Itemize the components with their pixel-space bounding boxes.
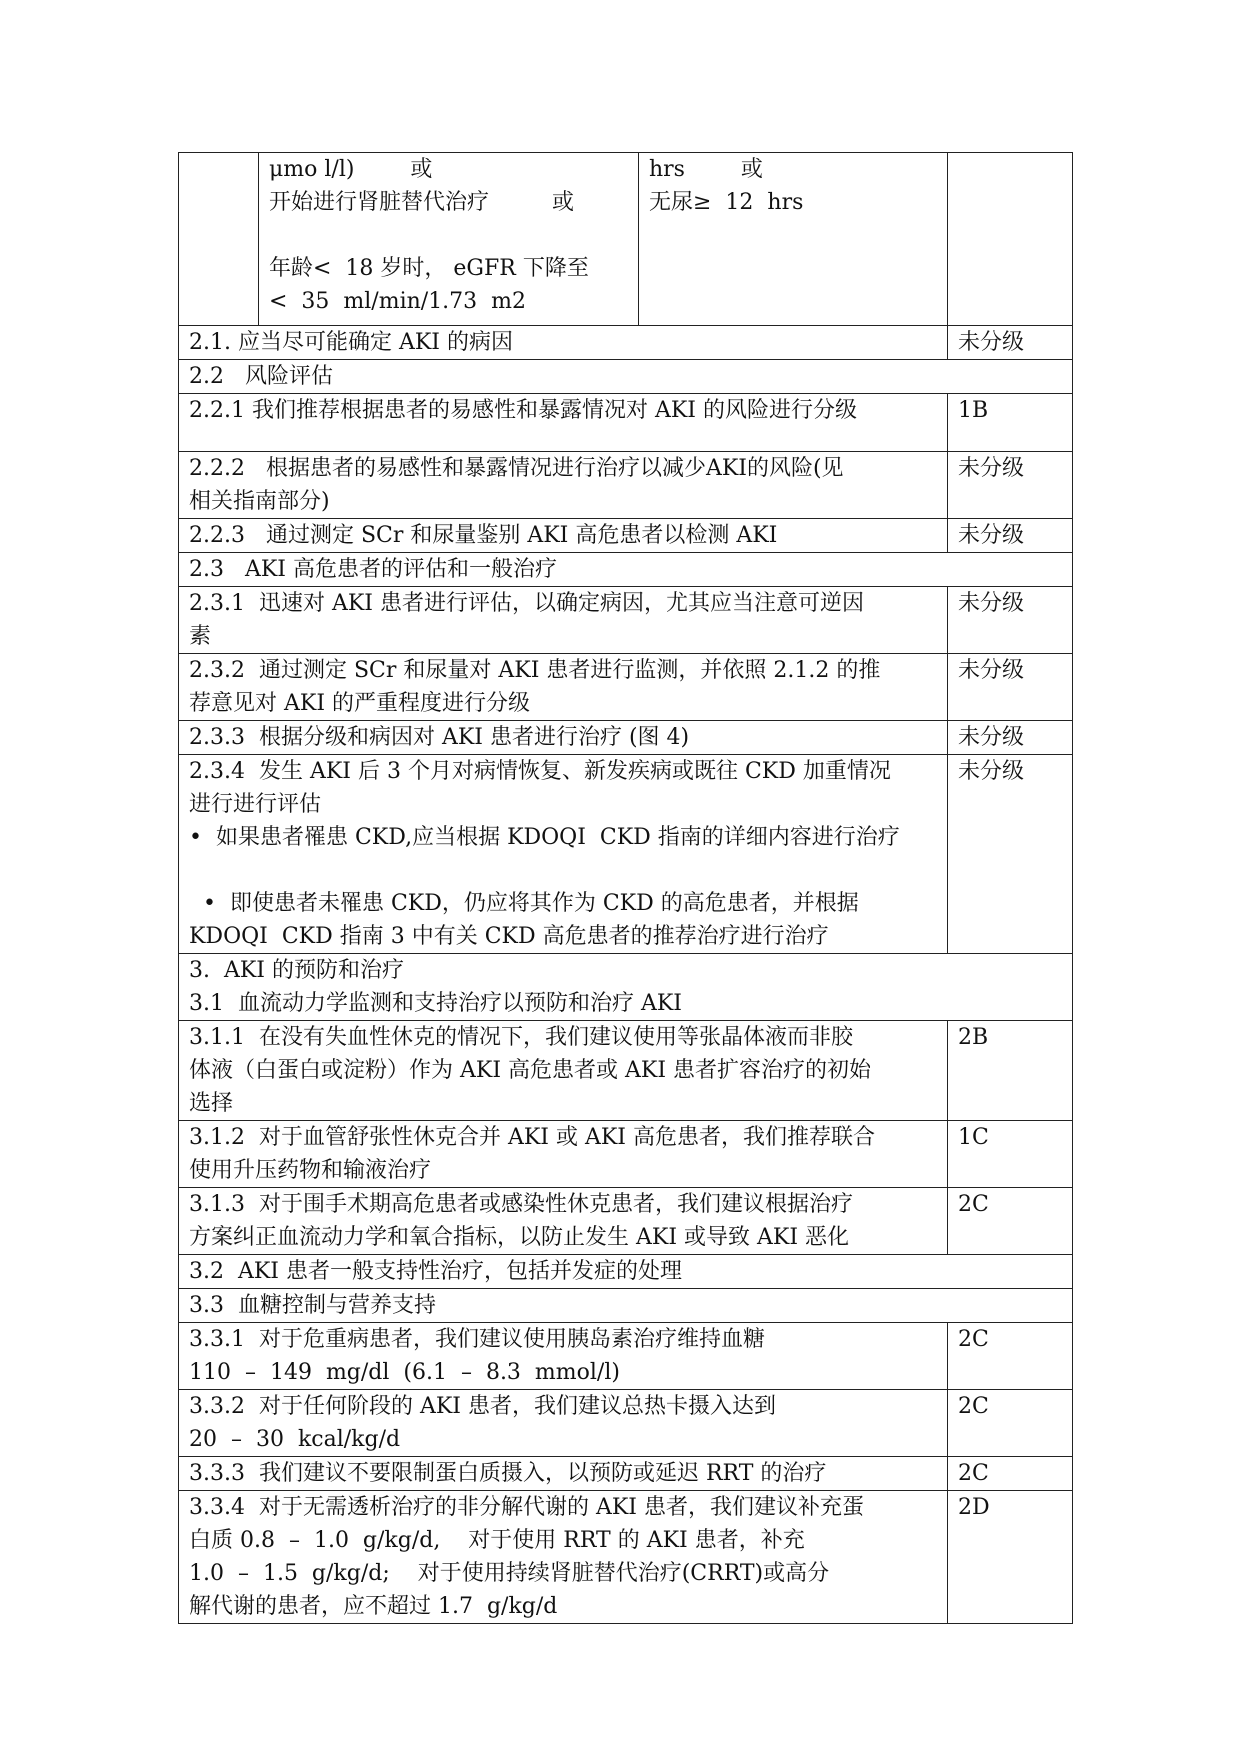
grade-cell: 2C	[948, 1390, 1073, 1457]
recommendation-text: 2.1. 应当尽可能确定 AKI 的病因	[179, 326, 948, 360]
grade-cell: 未分级	[948, 721, 1073, 755]
recommendation-text: 2.2.3 通过测定 SCr 和尿量鉴别 AKI 高危患者以检测 AKI	[179, 519, 948, 553]
table-row	[179, 721, 1073, 755]
recommendation-text: 2.3.4 发生 AKI 后 3 个月对病情恢复、新发疾病或既往 CKD 加重情况 进行进行评估 • 如果患者罹患 CKD,应当根据 KDOQI CKD 指南的详细内容进行治疗 • 即使患者未罹患 CKD，仍应将其作为 CKD 的高危患者，并根据 KDOQI CKD 指南 3 中有关 CKD 高危患者的推荐治疗进行治疗	[179, 755, 948, 954]
grade-cell: 2C	[948, 1323, 1073, 1390]
table-row	[179, 1121, 1073, 1188]
section-heading: 3.3 血糖控制与营养支持	[179, 1289, 1073, 1323]
table-row	[179, 1021, 1073, 1121]
grade-cell: 1B	[948, 394, 1073, 452]
text-line: 无尿≥ 12 hrs	[649, 190, 804, 215]
criteria-cell-urine	[639, 153, 948, 326]
section-row	[179, 954, 1073, 1021]
bullet-item: • 如果患者罹患 CKD,应当根据 KDOQI CKD 指南的详细内容进行治疗	[189, 825, 900, 850]
grade-cell: 2D	[948, 1491, 1073, 1624]
table-row	[179, 654, 1073, 721]
recommendation-text: 3.3.3 我们建议不要限制蛋白质摄入，以预防或延迟 RRT 的治疗	[179, 1457, 948, 1491]
empty-cell	[179, 153, 259, 326]
recommendation-text: 3.3.4 对于无需透析治疗的非分解代谢的 AKI 患者，我们建议补充蛋 白质 0.8 – 1.0 g/kg/d, 对于使用 RRT 的 AKI 患者，补充 1.0 – 1.5 g/kg/d; 对于使用持续肾脏替代治疗(CRRT)或高分 解代谢的患者，应不超过 1.7 g/kg/d	[179, 1491, 948, 1624]
section-heading: 2.3 AKI 高危患者的评估和一般治疗	[179, 553, 1073, 587]
section-row	[179, 1289, 1073, 1323]
text-line: μmo l/l) 或	[269, 157, 433, 182]
table-row	[179, 519, 1073, 553]
table-row	[179, 326, 1073, 360]
grade-cell: 未分级	[948, 519, 1073, 553]
table-row-continuation	[179, 153, 1073, 326]
text-line: 年龄< 18 岁时， eGFR 下降至	[269, 256, 589, 281]
table-row	[179, 394, 1073, 452]
recommendation-text: 3.1.2 对于血管舒张性休克合并 AKI 或 AKI 高危患者，我们推荐联合 使用升压药物和输液治疗	[179, 1121, 948, 1188]
section-heading: 2.2 风险评估	[179, 360, 1073, 394]
grade-cell: 未分级	[948, 587, 1073, 654]
recommendation-text: 3.3.1 对于危重病患者，我们建议使用胰岛素治疗维持血糖 110 – 149 mg/dl (6.1 – 8.3 mmol/l)	[179, 1323, 948, 1390]
table-row	[179, 1188, 1073, 1255]
table-row	[179, 1491, 1073, 1624]
table-row	[179, 1457, 1073, 1491]
recommendation-text: 2.3.1 迅速对 AKI 患者进行评估，以确定病因，尤其应当注意可逆因 素	[179, 587, 948, 654]
recommendation-text: 3.1.1 在没有失血性休克的情况下，我们建议使用等张晶体液而非胶 体液（白蛋白或淀粉）作为 AKI 高危患者或 AKI 患者扩容治疗的初始 选择	[179, 1021, 948, 1121]
bullet-item: • 即使患者未罹患 CKD，仍应将其作为 CKD 的高危患者，并根据	[189, 891, 859, 916]
recommendation-text: 2.3.2 通过测定 SCr 和尿量对 AKI 患者进行监测，并依照 2.1.2 的推 荐意见对 AKI 的严重程度进行分级	[179, 654, 948, 721]
empty-cell	[948, 153, 1073, 326]
grade-cell: 1C	[948, 1121, 1073, 1188]
grade-cell: 2B	[948, 1021, 1073, 1121]
section-row	[179, 360, 1073, 394]
section-row	[179, 553, 1073, 587]
grade-cell: 未分级	[948, 654, 1073, 721]
table-row	[179, 1390, 1073, 1457]
text-line: 开始进行肾脏替代治疗 或	[269, 190, 574, 215]
recommendation-text: 3.1.3 对于围手术期高危患者或感染性休克患者，我们建议根据治疗 方案纠正血流动力学和氧合指标，以防止发生 AKI 或导致 AKI 恶化	[179, 1188, 948, 1255]
grade-cell: 未分级	[948, 326, 1073, 360]
grade-cell: 2C	[948, 1457, 1073, 1491]
text-line: hrs 或	[649, 157, 763, 182]
grade-cell: 未分级	[948, 755, 1073, 954]
table-row	[179, 452, 1073, 519]
recommendation-text: 3.3.2 对于任何阶段的 AKI 患者，我们建议总热卡摄入达到 20 – 30 kcal/kg/d	[179, 1390, 948, 1457]
recommendation-text: 2.2.2 根据患者的易感性和暴露情况进行治疗以减少AKI的风险(见 相关指南部分)	[179, 452, 948, 519]
section-heading: 3. AKI 的预防和治疗 3.1 血流动力学监测和支持治疗以预防和治疗 AKI	[179, 954, 1073, 1021]
recommendation-text: 2.2.1 我们推荐根据患者的易感性和暴露情况对 AKI 的风险进行分级	[179, 394, 948, 452]
table-row	[179, 587, 1073, 654]
guideline-page	[178, 152, 1072, 1624]
grade-cell: 未分级	[948, 452, 1073, 519]
section-row	[179, 1255, 1073, 1289]
table-row	[179, 1323, 1073, 1390]
recommendation-table	[178, 152, 1073, 1624]
table-row	[179, 755, 1073, 954]
section-heading: 3.2 AKI 患者一般支持性治疗，包括并发症的处理	[179, 1255, 1073, 1289]
text-line: < 35 ml/min/1.73 m2	[269, 289, 527, 314]
recommendation-text: 2.3.3 根据分级和病因对 AKI 患者进行治疗 (图 4)	[179, 721, 948, 755]
grade-cell: 2C	[948, 1188, 1073, 1255]
criteria-cell-scr	[259, 153, 639, 326]
